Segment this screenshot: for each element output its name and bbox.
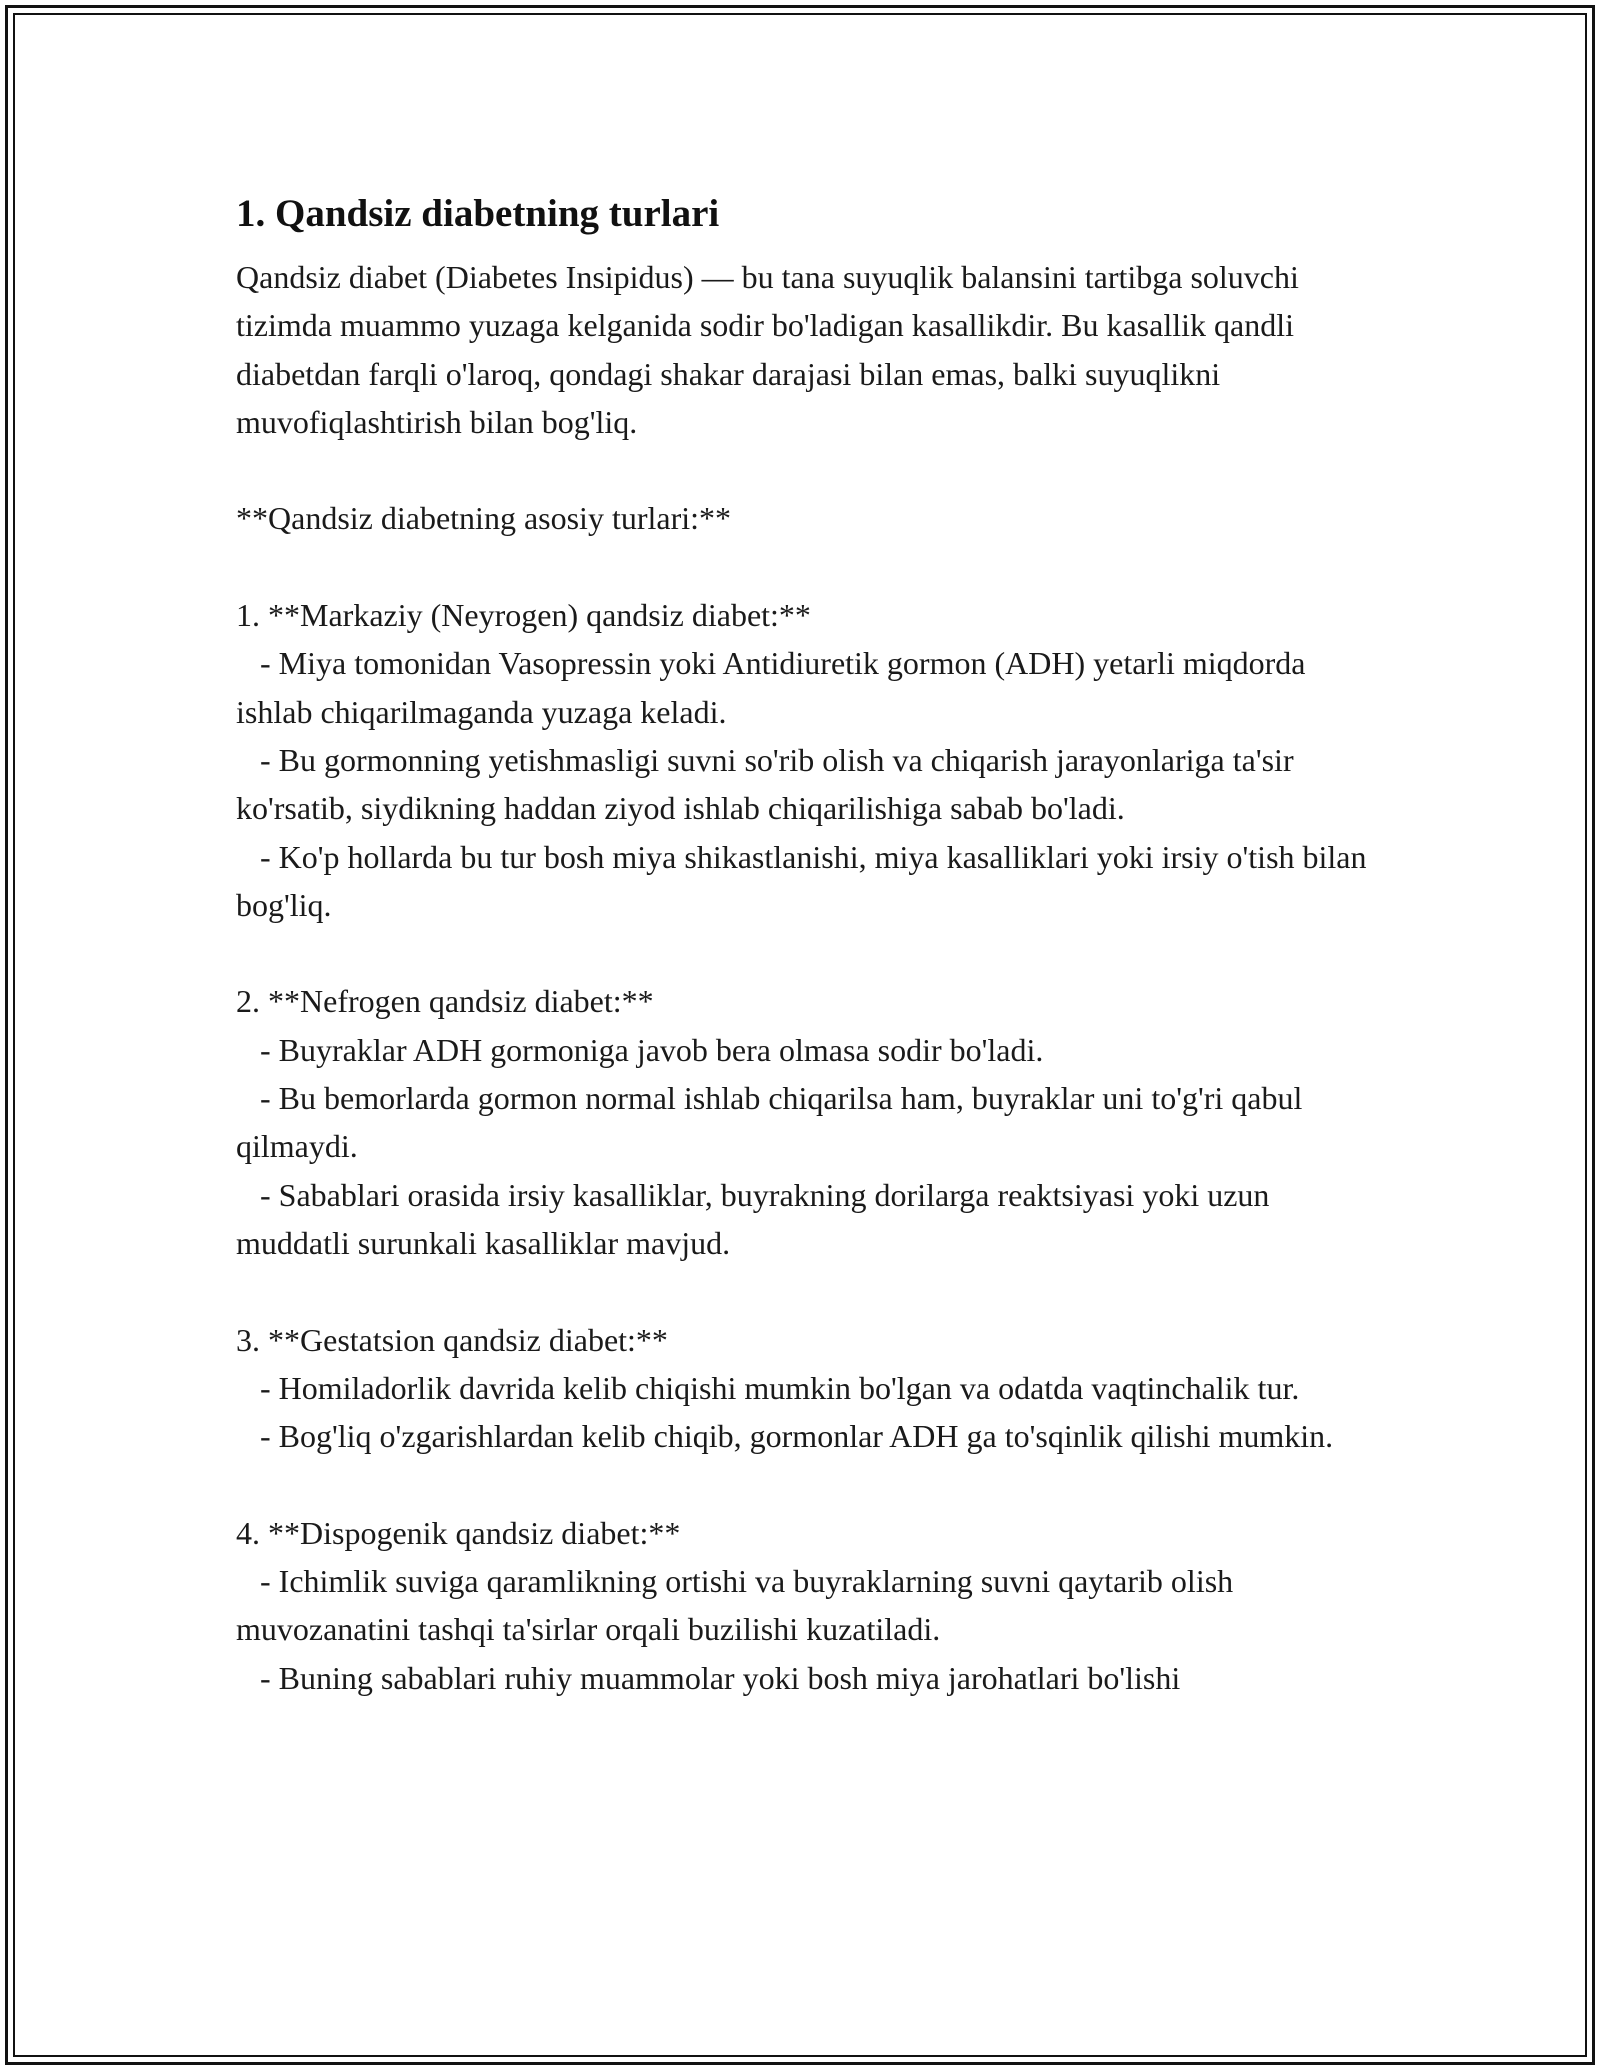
- section-bullet: - Bu bemorlarda gormon normal ishlab chiqarilsa ham, buyraklar uni to'g'ri qabul qilmaydi.: [236, 1080, 1311, 1165]
- section-title: 2. **Nefrogen qandsiz diabet:**: [236, 983, 654, 1020]
- section-bullet: - Homiladorlik davrida kelib chiqishi mumkin bo'lgan va odatda vaqtinchalik tur.: [236, 1369, 1300, 1406]
- section-title: 3. **Gestatsion qandsiz diabet:**: [236, 1321, 668, 1358]
- section-bullet: - Ichimlik suviga qaramlikning ortishi va buyraklarning suvni qaytarib olish muvozanatini tashqi ta'sirlar orqali buzilishi kuzatiladi.: [236, 1563, 1242, 1648]
- document-heading: 1. Qandsiz diabetning turlari: [236, 192, 720, 235]
- section-bullet: - Miya tomonidan Vasopressin yoki Antidiuretik gormon (ADH) yetarli miqdorda ishlab chiqarilmaganda yuzaga keladi.: [236, 645, 1314, 730]
- intro-paragraph: Qandsiz diabet (Diabetes Insipidus) — bu tana suyuqlik balansini tartibga soluvchi tizimda muammo yuzaga kelganida sodir bo'ladigan kasallikdir. Bu kasallik qandli diabetdan farqli o'laroq, qondagi shakar darajasi bilan emas, balki suyuqlikni muvofiqlashtirish bilan bog'liq.: [236, 259, 1307, 440]
- section-title: 1. **Markaziy (Neyrogen) qandsiz diabet:**: [236, 597, 811, 634]
- section-title: 4. **Dispogenik qandsiz diabet:**: [236, 1514, 681, 1551]
- section-bullet: - Bog'liq o'zgarishlardan kelib chiqib, gormonlar ADH ga to'sqinlik qilishi mumkin.: [236, 1418, 1334, 1455]
- section-bullet: - Ko'p hollarda bu tur bosh miya shikastlanishi, miya kasalliklari yoki irsiy o'tish bilan bog'liq.: [236, 838, 1375, 923]
- section-bullet: - Buning sabablari ruhiy muammolar yoki bosh miya jarohatlari bo'lishi: [236, 1659, 1181, 1696]
- section-gestational: [236, 1316, 1376, 1461]
- section-nephrogenic: [236, 977, 1376, 1267]
- section-bullet: - Bu gormonning yetishmasligi suvni so'rib olish va chiqarish jarayonlariga ta'sir ko'rsatib, siydikning haddan ziyod ishlab chiqarilishiga sabab bo'ladi.: [236, 741, 1302, 827]
- section-bullet: - Buyraklar ADH gormoniga javob bera olmasa sodir bo'ladi.: [236, 1031, 1044, 1068]
- section-dipsogenic: [236, 1509, 1376, 1702]
- document-body: [236, 185, 1376, 1702]
- types-heading: **Qandsiz diabetning asosiy turlari:**: [236, 500, 732, 537]
- section-central: [236, 591, 1376, 929]
- section-bullet: - Sabablari orasida irsiy kasalliklar, buyrakning dorilarga reaktsiyasi yoki uzun muddatli surunkali kasalliklar mavjud.: [236, 1176, 1278, 1261]
